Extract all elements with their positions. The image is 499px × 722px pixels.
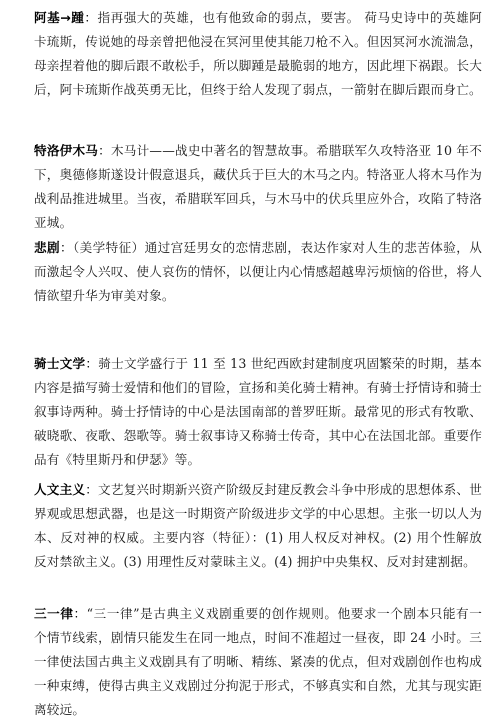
entry-separator: ： [85,356,99,371]
entry-definition: 骑士文学盛行于 11 至 13 世纪西欧封建制度巩固繁荣的时期，基本内容是描写骑士爱情和他们的冒险，宣扬和美化骑士精神。有骑士抒情诗和骑士叙事诗两种。骑士抒情诗的中心是法国南部的普罗旺斯。最常见的形式有牧歌、破晓歌、夜歌、怨歌等。骑士叙事诗又称骑士传奇，其中心在法国北部。重要作品有《特里斯丹和伊瑟》等。 [34,356,483,467]
entry-separator: ： [59,240,73,255]
entry-term: 阿基→踵 [34,10,85,25]
entry-term: 悲剧 [34,240,60,255]
entry-definition: 文艺复兴时期新兴资产阶级反封建反教会斗争中形成的思想体系、世界观或思想武器，也是这一时期资产阶级进步文学的中心思想。主张一切以人为本、反对神的权威。主要内容（特征）：(1) 用人权反对神权。(2) 用个性解放反对禁欲主义。(3) 用理性反对蒙昧主义。(4) 拥护中央集权、反对封建割据。 [34,482,483,569]
entry-tragedy [34,236,482,308]
entry-humanism [34,478,482,574]
entry-term: 特洛伊木马 [34,143,99,158]
entry-term: 三一律 [34,606,74,621]
entry-definition: （美学特征）通过宫廷男女的恋情悲剧，表达作家对人生的悲苦体验，从而激起令人兴叹、使人哀伤的情怀，以便让内心情感超越卑污烦恼的俗世，将人情欲望升华为审美对象。 [34,240,483,303]
entry-three-unities [34,602,482,722]
entry-trojan-horse [34,139,482,235]
entry-term: 人文主义 [34,482,86,497]
entry-definition: “三一律”是古典主义戏剧重要的创作规则。他要求一个剧本只能有一个情节线索，剧情只能发生在同一地点，时间不准超过一昼夜，即 24 小时。三一律使法国古典主义戏剧具有了明晰、精练、紧凑的优点，但对戏剧创作也构成一种束缚，使得古典主义戏剧过分拘泥于形式，不够真实和自然，尤其与现实距离较远。 [34,606,483,717]
entry-definition: 木马计——战史中著名的智慧故事。希腊联军久攻特洛亚 10 年不下，奥德修斯遂设计假意退兵，藏伏兵于巨大的木马之内。特洛亚人将木马作为战利品推进城里。当夜，希腊联军回兵，与木马中的伏兵里应外合，攻陷了特洛亚城。 [34,143,483,230]
entry-term: 骑士文学 [34,356,86,371]
entry-separator: ： [85,482,99,497]
entry-separator: ： [73,606,87,621]
entry-definition: 指再强大的英雄，也有他致命的弱点，要害。 荷马史诗中的英雄阿卡琉斯，传说她的母亲曾把他浸在冥河里使其能刀枪不入。但因冥河水流湍急，母亲捏着他的脚后跟不敢松手，所以脚踵是最脆弱的地方，因此埋下祸跟。长大后，阿卡琉斯作战英勇无比，但终于给人发现了弱点，一箭射在脚后跟而身亡。 [34,10,483,97]
entry-separator: ： [98,143,111,158]
entry-achilles-heel [34,6,482,102]
entry-separator: ： [84,10,98,25]
entry-chivalric-literature [34,352,482,472]
